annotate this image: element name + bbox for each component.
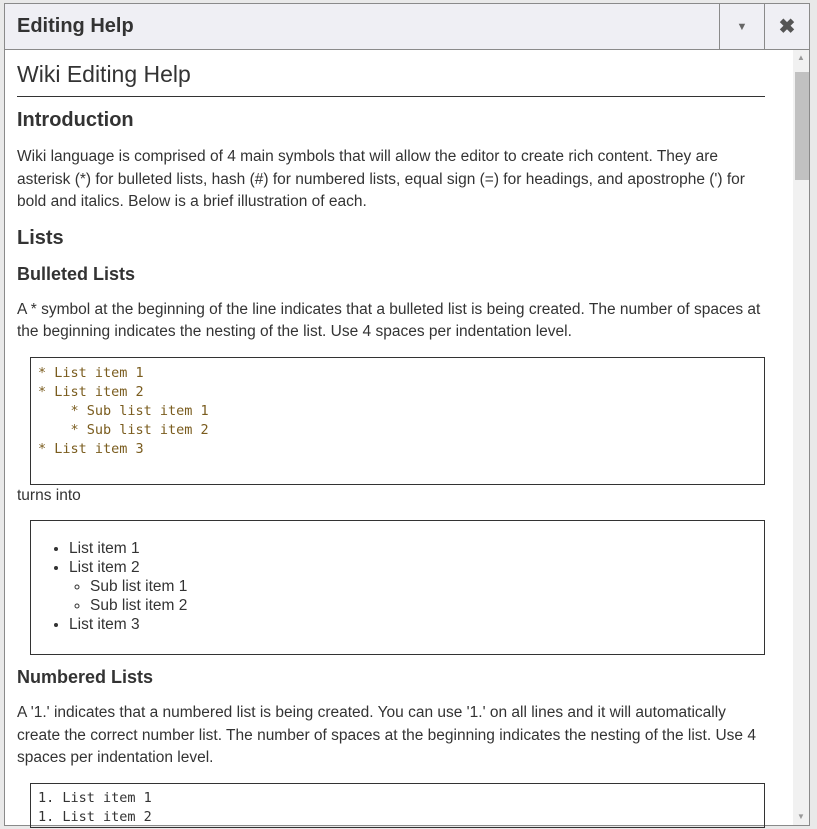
scroll-up-arrow-icon[interactable]: ▲ bbox=[797, 53, 805, 62]
help-content bbox=[5, 50, 793, 828]
list-item-label: List item 2 bbox=[69, 559, 140, 576]
list-item: • List item 1 bbox=[69, 539, 764, 558]
sub-list-item: ◦ Sub list item 1 bbox=[90, 577, 764, 596]
scrollbar-thumb[interactable] bbox=[795, 72, 809, 180]
turns-into-text: turns into bbox=[17, 486, 81, 504]
list-item: • List item 3 bbox=[69, 615, 764, 634]
bulleted-heading: Bulleted Lists bbox=[17, 263, 136, 284]
scroll-down-arrow-icon[interactable]: ▼ bbox=[797, 812, 805, 821]
caret-down-icon: ▼ bbox=[736, 20, 748, 33]
dialog-titlebar[interactable] bbox=[5, 4, 809, 50]
numbered-text: A '1.' indicates that a numbered list is being created. You can use '1.' on all lines and it will automatically create the correct number list. The number of spaces at the beginning indicates the nesting of the list. Use 4 spaces per indentation level. bbox=[17, 704, 756, 766]
intro-text: Wiki language is comprised of 4 main symbols that will allow the editor to create rich content. They are asterisk (*) for bulleted lists, hash (#) for numbered lists, equal sign (=) for headings, and apostrophe (') for bold and italics. Below is a brief illustration of each. bbox=[17, 148, 745, 210]
close-button[interactable] bbox=[764, 4, 809, 49]
sub-list-item: ◦ Sub list item 2 bbox=[90, 596, 764, 615]
editing-help-dialog bbox=[4, 3, 810, 826]
numbered-heading: Numbered Lists bbox=[17, 667, 154, 687]
bulleted-text: A * symbol at the beginning of the line indicates that a bulleted list is being created. The number of spaces at the beginning indicates the nesting of the list. Use 4 spaces per indentation level. bbox=[17, 300, 761, 340]
vertical-scrollbar[interactable] bbox=[793, 50, 809, 825]
page-title: Wiki Editing Help bbox=[17, 61, 765, 97]
lists-heading: Lists bbox=[17, 226, 64, 249]
numbered-code-example: 1. List item 1 1. List item 2 bbox=[30, 783, 765, 828]
list-item bbox=[69, 558, 764, 615]
dialog-title: Editing Help bbox=[17, 15, 134, 37]
bulleted-code-example: * List item 1 * List item 2 * Sub list item 1 * Sub list item 2 * List item 3 bbox=[30, 357, 765, 485]
minimize-button[interactable] bbox=[719, 4, 764, 49]
intro-heading: Introduction bbox=[17, 109, 134, 131]
bulleted-output-example bbox=[30, 520, 765, 655]
close-icon: ✖ bbox=[778, 16, 796, 38]
